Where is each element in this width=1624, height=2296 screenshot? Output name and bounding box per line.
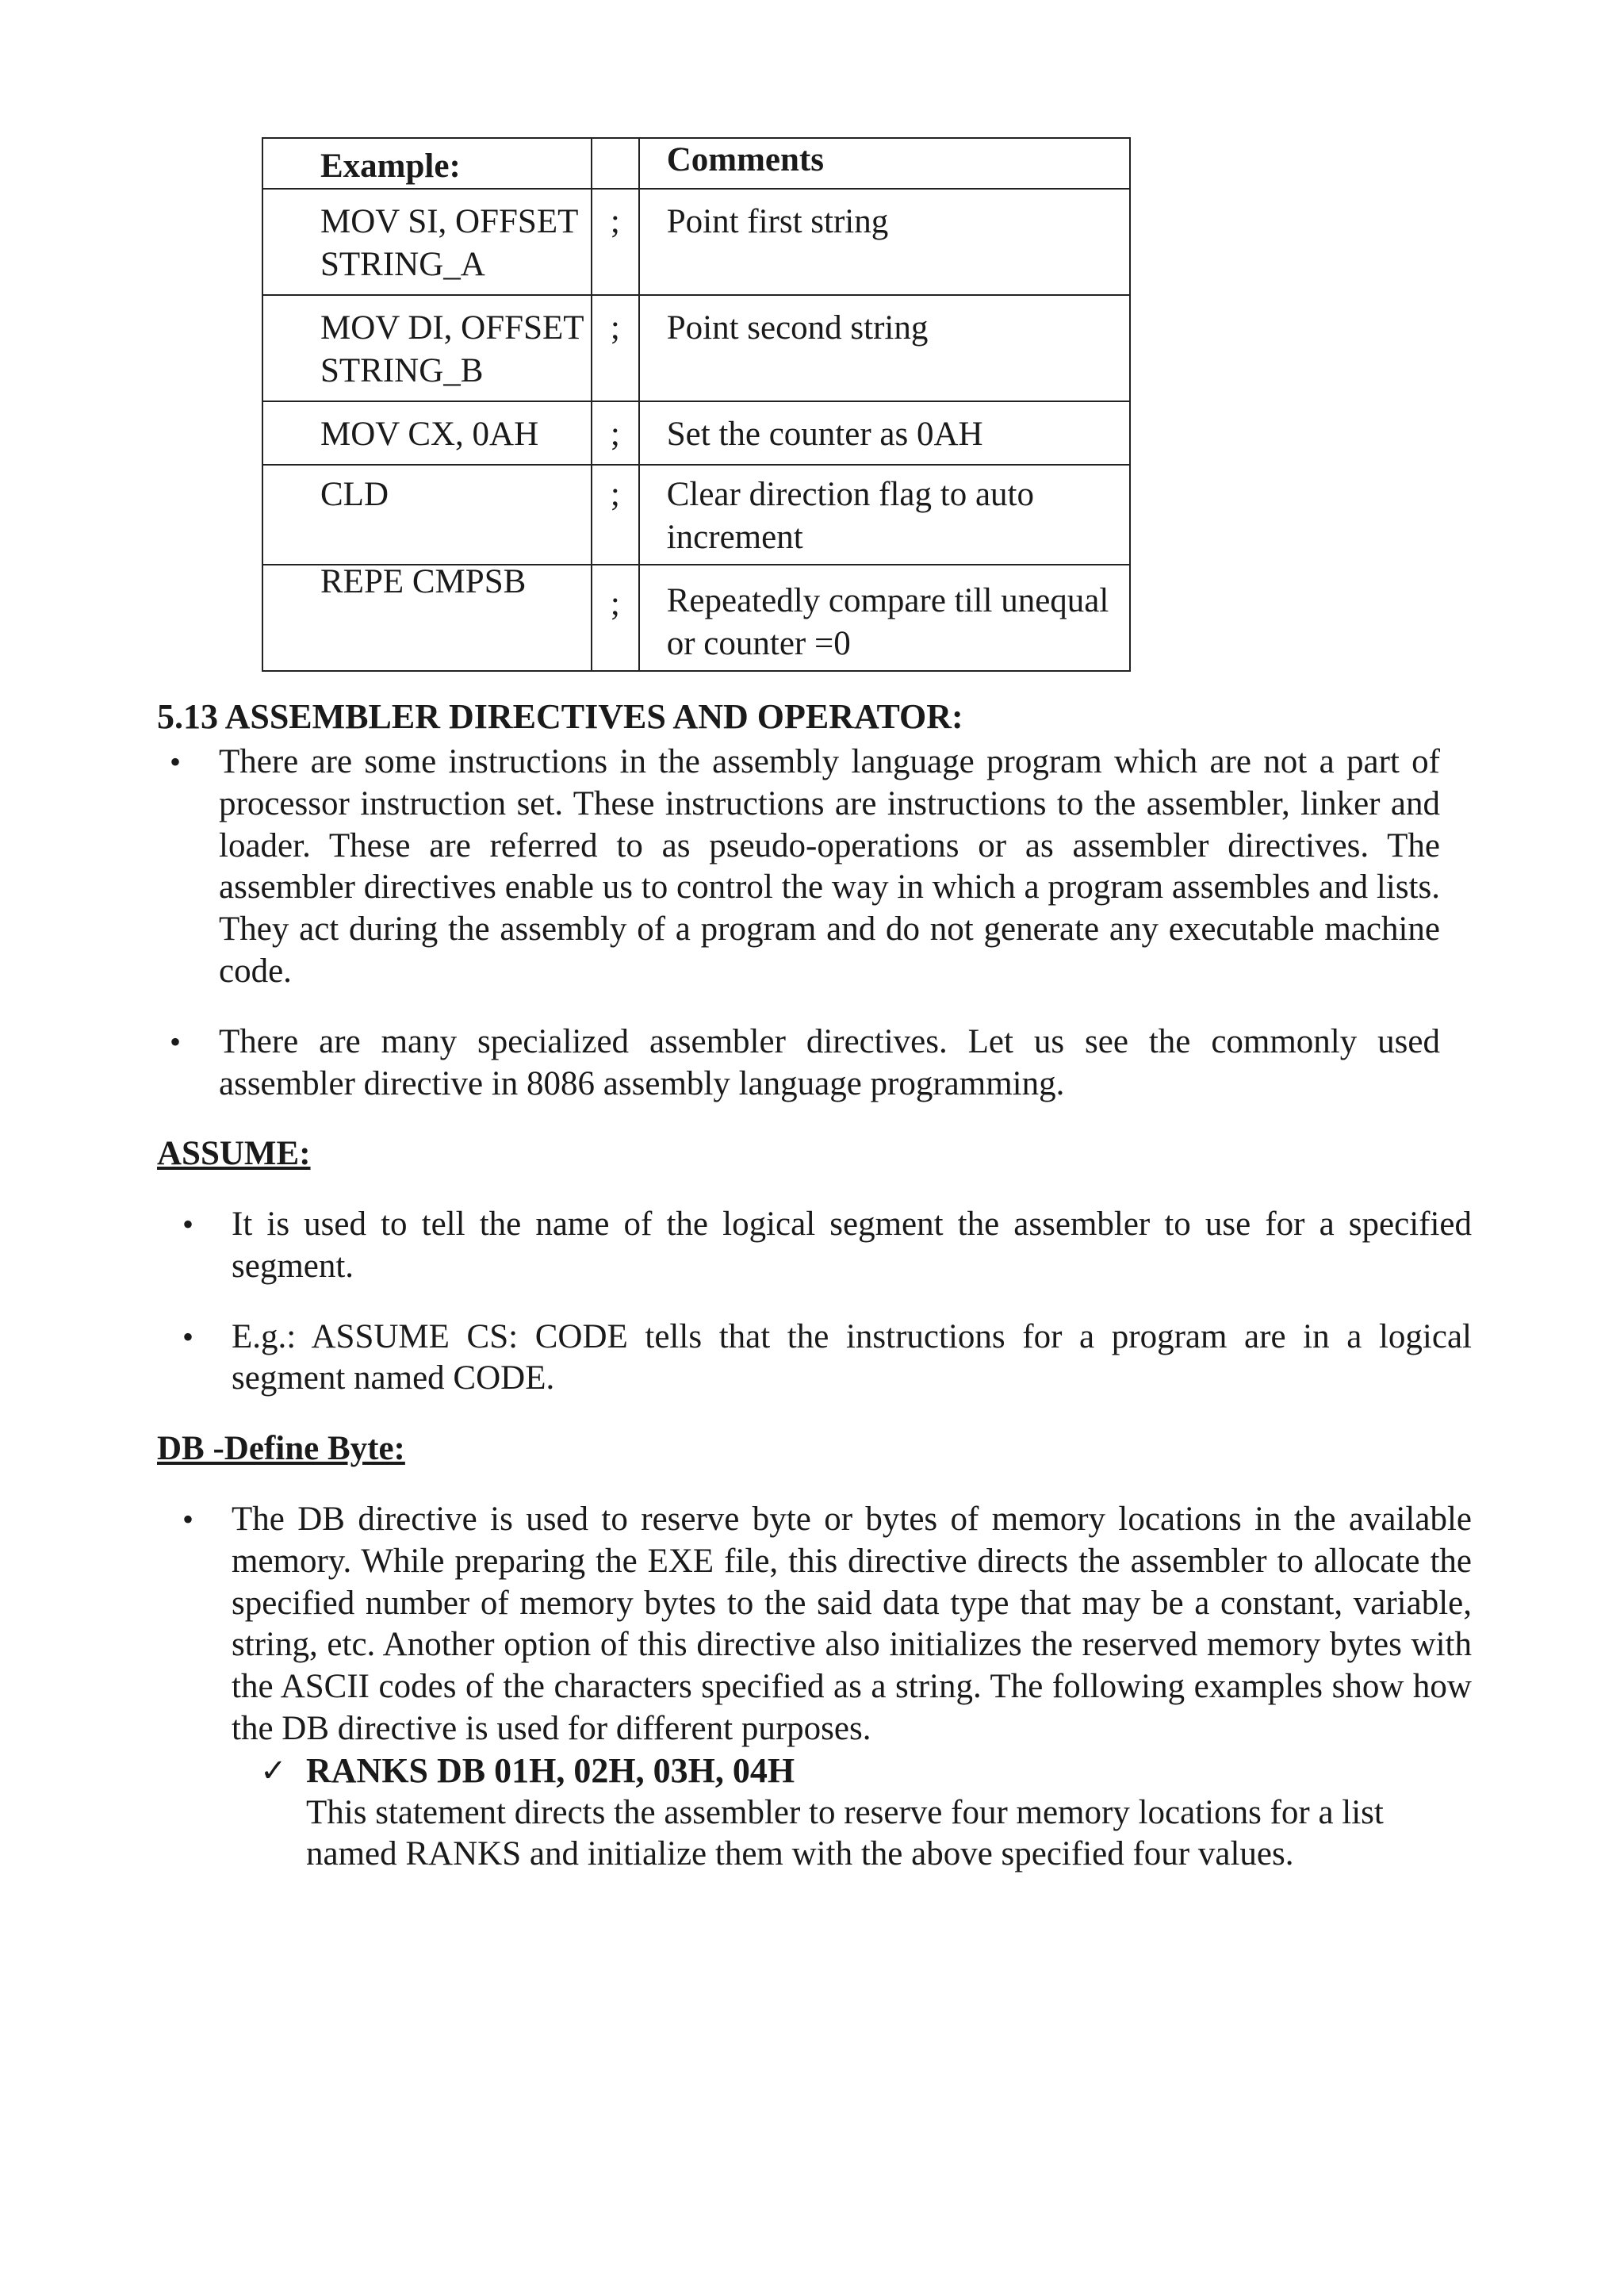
- db-example-title: RANKS DB 01H, 02H, 03H, 04H: [306, 1750, 795, 1790]
- code-cell: CLD: [320, 476, 389, 513]
- list-item: [182, 1204, 1472, 1288]
- semicolon-cell: ;: [610, 203, 620, 240]
- list-item: [170, 742, 1440, 993]
- table-header-row: [262, 138, 1130, 189]
- list-item-text: The DB directive is used to reserve byte or bytes of memory locations in the available memory. While preparing the EXE file, this directive directs the assembler to allocate the specified number of memory bytes to the said data type that may be a constant, variable, string, etc. Another option of this directive also initializes the reserved memory bytes with the ASCII codes of the characters specified as a string. The following examples show how the DB directive is used for different purposes.: [232, 1501, 1472, 1747]
- db-example-list: [232, 1750, 1472, 1876]
- comment-cell: Point second string: [666, 309, 929, 347]
- code-cell: MOV SI, OFFSET STRING_A: [320, 203, 578, 283]
- table-row: [262, 565, 1130, 671]
- checkmark-icon: ✓: [260, 1752, 287, 1788]
- assume-heading: ASSUME:: [157, 1135, 311, 1172]
- table-row: [262, 189, 1130, 295]
- list-item-text: There are some instructions in the assembly language program which are not a part of processor instruction set. These instructions are instructions to the assembler, linker and loader. These are referred to as pseudo-operations or as assembler directives. The assembler directives enable us to control the way in which a program assembles and lists. They act during the assembly of a program and do not generate any executable machine code.: [219, 743, 1440, 990]
- list-item-text: There are many specialized assembler directives. Let us see the commonly used assembler directive in 8086 assembly language programming.: [219, 1022, 1440, 1102]
- example-code-table: [262, 137, 1131, 672]
- list-item: [182, 1317, 1472, 1401]
- semicolon-cell: ;: [610, 476, 620, 513]
- bullet-icon: •: [170, 1023, 182, 1060]
- db-list: [182, 1499, 1472, 1876]
- semicolon-cell: ;: [610, 585, 620, 623]
- bullet-icon: •: [170, 744, 182, 780]
- code-cell: MOV CX, 0AH: [320, 416, 539, 453]
- list-item: [170, 1022, 1440, 1106]
- comment-cell: Set the counter as 0AH: [666, 416, 983, 453]
- semicolon-cell: ;: [610, 309, 620, 347]
- header-comments: Comments: [666, 141, 824, 178]
- comment-cell: Point first string: [666, 203, 889, 240]
- bullet-icon: •: [182, 1501, 194, 1537]
- list-item-text: E.g.: ASSUME CS: CODE tells that the instructions for a program are in a logical segment named CODE.: [232, 1317, 1472, 1397]
- semicolon-cell: ;: [610, 416, 620, 453]
- assume-list: [182, 1204, 1472, 1400]
- bullet-icon: •: [182, 1206, 194, 1242]
- db-example-item: [260, 1750, 1472, 1876]
- code-cell: MOV DI, OFFSET STRING_B: [320, 309, 584, 389]
- directives-intro-list: [170, 742, 1440, 1105]
- table-row: [262, 401, 1130, 465]
- code-cell: REPE CMPSB: [320, 563, 527, 600]
- comment-cell: Clear direction flag to auto increment: [666, 476, 1034, 556]
- section-heading: 5.13 ASSEMBLER DIRECTIVES AND OPERATOR:: [157, 697, 963, 736]
- list-item-text: It is used to tell the name of the logical segment the assembler to use for a specified segment.: [232, 1205, 1472, 1285]
- table-row: [262, 465, 1130, 565]
- db-heading: DB -Define Byte:: [157, 1430, 405, 1467]
- bullet-icon: •: [182, 1318, 194, 1355]
- header-semicolon: [592, 139, 638, 150]
- db-example-text: This statement directs the assembler to reserve four memory locations for a list named RANKS and initialize them with the above specified four values.: [306, 1793, 1384, 1873]
- table-row: [262, 295, 1130, 401]
- list-item: [182, 1499, 1472, 1876]
- comment-cell: Repeatedly compare till unequal or counter =0: [666, 582, 1109, 662]
- header-example: Example:: [320, 148, 461, 185]
